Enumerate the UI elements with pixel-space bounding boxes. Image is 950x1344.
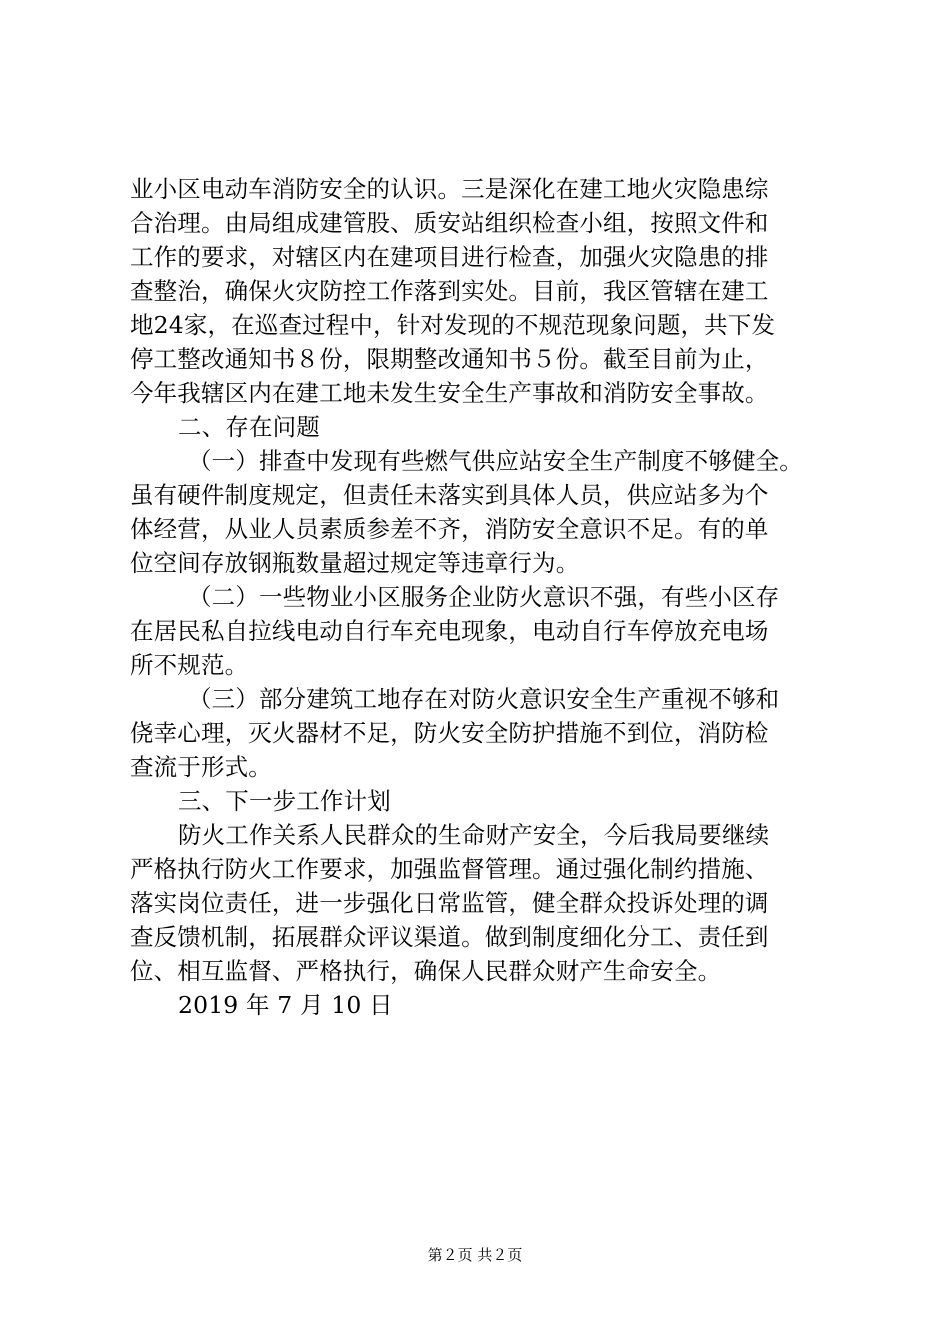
body-line: 停工整改通知书８份，限期整改通知书５份。截至目前为止， xyxy=(130,345,769,373)
body-line: 位空间存放钢瓶数量超过规定等违章行为。 xyxy=(130,549,580,577)
body-line: （三）部分建筑工地存在对防火意识安全生产重视不够和 xyxy=(188,685,780,713)
page-footer xyxy=(0,1245,950,1265)
body-line: 合治理。由局组成建管股、质安站组织检查小组，按照文件和 xyxy=(130,209,769,237)
body-line: 地24家，在巡查过程中，针对发现的不规范现象问题，共下发 xyxy=(130,311,776,339)
body-line: 在居民私自拉线电动自行车充电现象，电动自行车停放充电场 xyxy=(130,617,769,645)
body-line: 侥幸心理，灭火器材不足，防火安全防护措施不到位，消防检 xyxy=(130,719,769,747)
body-line: 今年我辖区内在建工地未发生安全生产事故和消防安全事故。 xyxy=(130,379,769,407)
body-line: 工作的要求，对辖区内在建项目进行检查，加强火灾隐患的排 xyxy=(130,243,769,271)
document-date: 2019 年 7 月 10 日 xyxy=(178,991,393,1019)
body-line: 虽有硬件制度规定，但责任未落实到具体人员，供应站多为个 xyxy=(130,481,769,509)
body-line: 落实岗位责任，进一步强化日常监管，健全群众投诉处理的调 xyxy=(130,889,769,917)
page-number-label: 第２页 共２页 xyxy=(427,1246,523,1264)
body-line: 严格执行防火工作要求，加强监督管理。通过强化制约措施、 xyxy=(130,855,769,883)
section-heading: 二、存在问题 xyxy=(178,413,320,441)
body-line: （二）一些物业小区服务企业防火意识不强，有些小区存 xyxy=(188,583,780,611)
document-body xyxy=(130,172,840,1022)
body-line: 查流于形式。 xyxy=(130,753,272,781)
body-line: 业小区电动车消防安全的认识。三是深化在建工地火灾隐患综 xyxy=(130,175,769,203)
body-line: 位、相互监督、严格执行，确保人民群众财产生命安全。 xyxy=(130,957,722,985)
body-line: （一）排查中发现有些燃气供应站安全生产制度不够健全。 xyxy=(188,447,803,475)
body-line: 查整治，确保火灾防控工作落到实处。目前，我区管辖在建工 xyxy=(130,277,769,305)
section-heading: 三、下一步工作计划 xyxy=(178,787,391,815)
body-line: 防火工作关系人民群众的生命财产安全，今后我局要继续 xyxy=(178,821,770,849)
body-line: 查反馈机制，拓展群众评议渠道。做到制度细化分工、责任到 xyxy=(130,923,769,951)
body-line: 体经营，从业人员素质参差不齐，消防安全意识不足。有的单 xyxy=(130,515,769,543)
body-line: 所不规范。 xyxy=(130,651,249,679)
